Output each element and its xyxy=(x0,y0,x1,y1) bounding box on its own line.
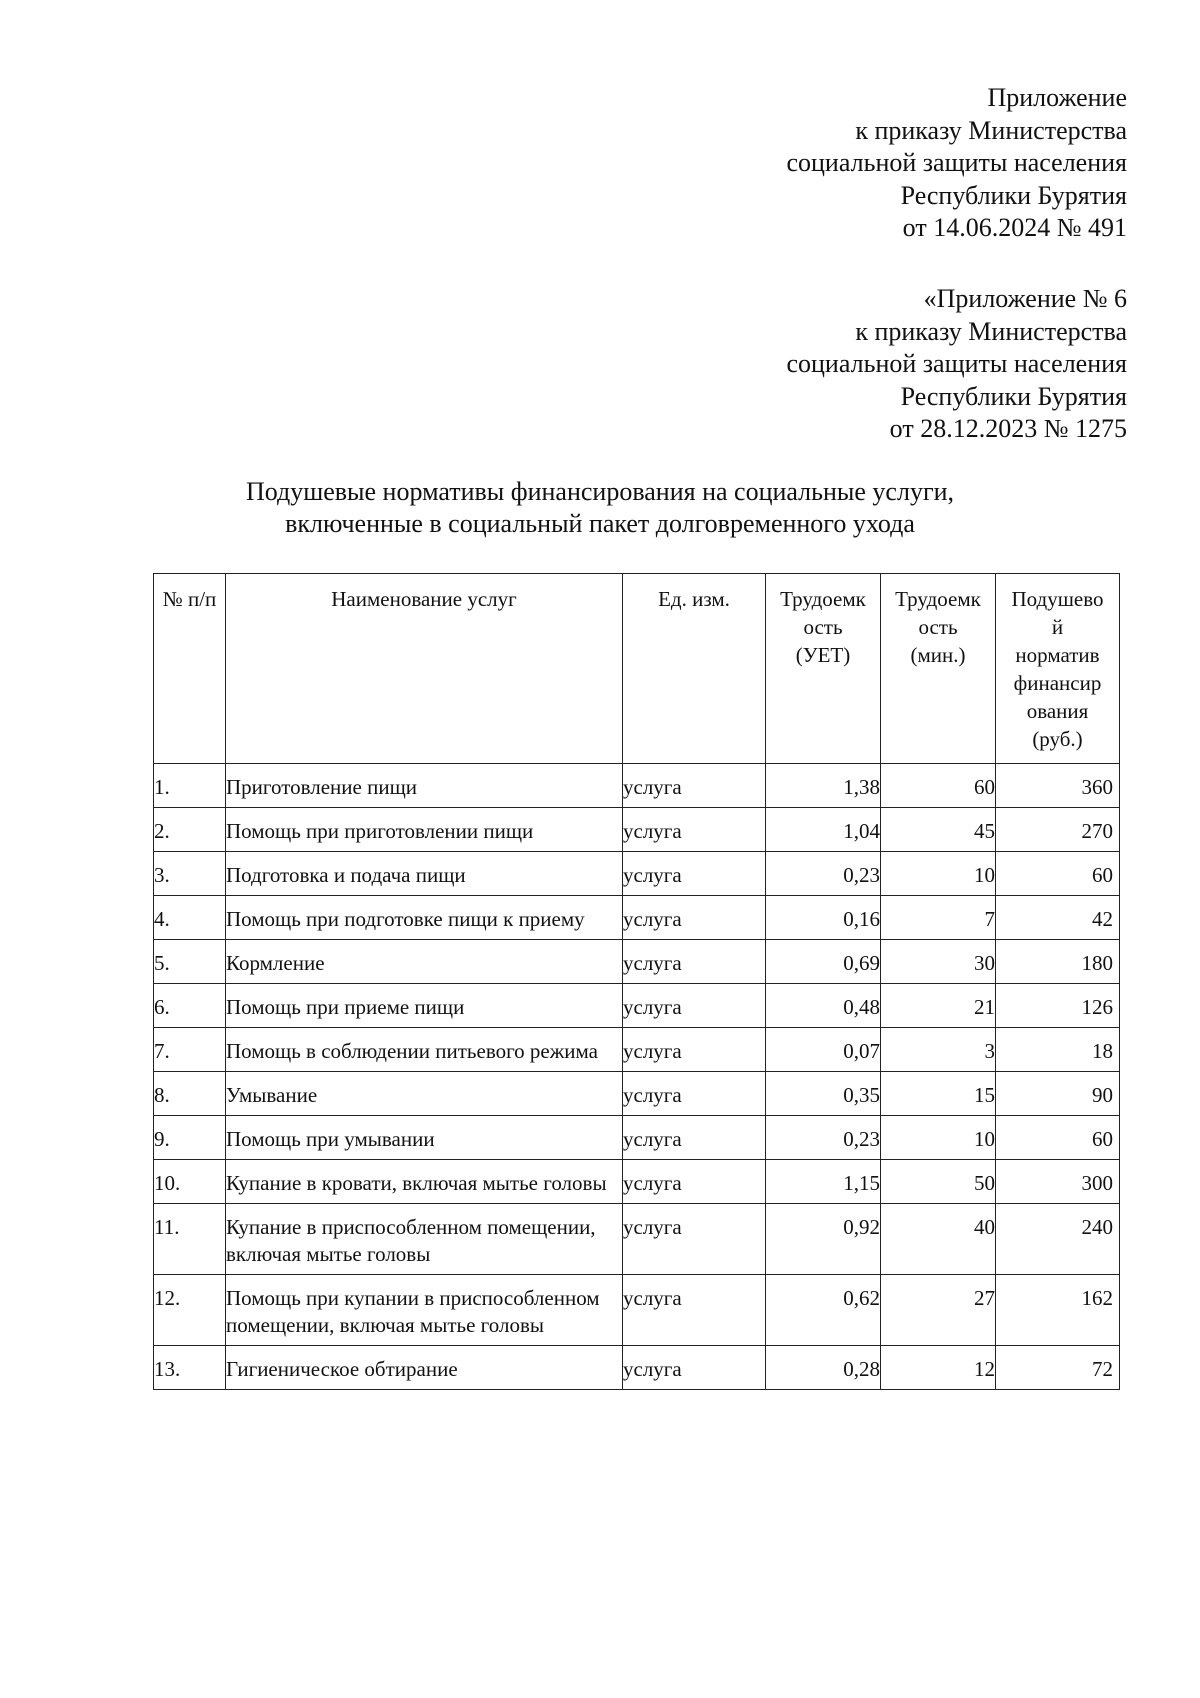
unit-cell: услуга xyxy=(623,1072,766,1116)
header-line: Республики Бурятия xyxy=(900,180,1127,210)
row-number: 7. xyxy=(154,1028,226,1072)
header-line: к приказу Министерства xyxy=(855,316,1127,346)
col-unit-header xyxy=(623,574,766,764)
labor-minutes-cell: 21 xyxy=(881,984,996,1028)
col-labor-minutes-header xyxy=(881,574,996,764)
labor-uet-cell: 0,16 xyxy=(766,896,881,940)
unit-cell: услуга xyxy=(623,896,766,940)
labor-minutes-cell: 10 xyxy=(881,852,996,896)
labor-minutes-cell: 12 xyxy=(881,1346,996,1390)
row-number: 4. xyxy=(154,896,226,940)
labor-uet-cell: 0,35 xyxy=(766,1072,881,1116)
header-line: социальной защиты населения xyxy=(786,349,1127,378)
header-text-line: № п/п xyxy=(162,587,217,611)
table-row xyxy=(154,1072,1120,1116)
table-body xyxy=(154,764,1120,1390)
row-number: 1. xyxy=(154,764,226,808)
table-row xyxy=(154,808,1120,852)
header-text-line: Трудоемк xyxy=(780,587,866,611)
header-line: Приложение xyxy=(987,83,1127,112)
title-line-2: включенные в социальный пакет долговременного ухода xyxy=(285,509,915,538)
table-row xyxy=(154,1204,1120,1275)
unit-cell: услуга xyxy=(623,1160,766,1204)
services-table xyxy=(153,573,1120,1390)
norm-rub-cell: 180 xyxy=(996,940,1120,984)
service-name: Купание в кровати, включая мытье головы xyxy=(226,1160,623,1204)
norm-rub-cell: 360 xyxy=(996,764,1120,808)
row-number: 12. xyxy=(154,1275,226,1346)
unit-cell: услуга xyxy=(623,1028,766,1072)
labor-uet-cell: 0,23 xyxy=(766,1116,881,1160)
header-line: от 28.12.2023 № 1275 xyxy=(889,414,1127,443)
row-number: 13. xyxy=(154,1346,226,1390)
norm-rub-cell: 126 xyxy=(996,984,1120,1028)
header-text-line: (руб.) xyxy=(1032,727,1083,751)
header-text-line: (мин.) xyxy=(910,643,966,667)
labor-uet-cell: 0,07 xyxy=(766,1028,881,1072)
col-labor-uet-header xyxy=(766,574,881,764)
labor-uet-cell: 1,15 xyxy=(766,1160,881,1204)
unit-cell: услуга xyxy=(623,852,766,896)
labor-minutes-cell: 10 xyxy=(881,1116,996,1160)
header-text-line: Наименование услуг xyxy=(331,587,517,611)
labor-minutes-cell: 7 xyxy=(881,896,996,940)
col-per-capita-norm-header xyxy=(996,574,1120,764)
table-row xyxy=(154,896,1120,940)
labor-minutes-cell: 45 xyxy=(881,808,996,852)
labor-minutes-cell: 50 xyxy=(881,1160,996,1204)
header-text-line: финансир xyxy=(1013,671,1102,695)
unit-cell: услуга xyxy=(623,940,766,984)
header-line: Республики Бурятия xyxy=(900,381,1127,411)
service-name: Помощь при подготовке пищи к приему xyxy=(226,896,623,940)
document-title xyxy=(150,476,1050,540)
labor-uet-cell: 1,04 xyxy=(766,808,881,852)
norm-rub-cell: 300 xyxy=(996,1160,1120,1204)
header-line: от 14.06.2024 № 491 xyxy=(902,213,1127,242)
table-row xyxy=(154,1116,1120,1160)
row-number: 10. xyxy=(154,1160,226,1204)
norm-rub-cell: 72 xyxy=(996,1346,1120,1390)
service-name: Приготовление пищи xyxy=(226,764,623,808)
labor-uet-cell: 0,48 xyxy=(766,984,881,1028)
labor-minutes-cell: 30 xyxy=(881,940,996,984)
col-number-header xyxy=(154,574,226,764)
service-name: Помощь при умывании xyxy=(226,1116,623,1160)
table-row xyxy=(154,1160,1120,1204)
labor-minutes-cell: 3 xyxy=(881,1028,996,1072)
table-row xyxy=(154,764,1120,808)
row-number: 3. xyxy=(154,852,226,896)
service-name: Помощь при приеме пищи xyxy=(226,984,623,1028)
table-row xyxy=(154,984,1120,1028)
header-text-line: ования xyxy=(1026,699,1089,723)
unit-cell: услуга xyxy=(623,1346,766,1390)
labor-uet-cell: 0,92 xyxy=(766,1204,881,1275)
title-line-1: Подушевые нормативы финансирования на социальные услуги, xyxy=(245,477,955,506)
appendix-header xyxy=(527,82,1127,245)
unit-cell: услуга xyxy=(623,1204,766,1275)
service-name: Помощь в соблюдении питьевого режима xyxy=(226,1028,623,1072)
unit-cell: услуга xyxy=(623,808,766,852)
norm-rub-cell: 18 xyxy=(996,1028,1120,1072)
service-name: Подготовка и подача пищи xyxy=(226,852,623,896)
header-text-line: Подушево xyxy=(1011,587,1104,611)
labor-uet-cell: 0,62 xyxy=(766,1275,881,1346)
norm-rub-cell: 60 xyxy=(996,852,1120,896)
unit-cell: услуга xyxy=(623,984,766,1028)
table-header-row xyxy=(154,574,1120,764)
unit-cell: услуга xyxy=(623,1275,766,1346)
row-number: 8. xyxy=(154,1072,226,1116)
norm-rub-cell: 90 xyxy=(996,1072,1120,1116)
header-text-line: Трудоемк xyxy=(895,587,981,611)
table-row xyxy=(154,1028,1120,1072)
labor-uet-cell: 0,28 xyxy=(766,1346,881,1390)
row-number: 2. xyxy=(154,808,226,852)
norm-rub-cell: 162 xyxy=(996,1275,1120,1346)
table-row xyxy=(154,852,1120,896)
labor-minutes-cell: 60 xyxy=(881,764,996,808)
header-line: к приказу Министерства xyxy=(855,115,1127,145)
table-row xyxy=(154,1346,1120,1390)
norm-rub-cell: 42 xyxy=(996,896,1120,940)
service-name: Помощь при приготовлении пищи xyxy=(226,808,623,852)
header-line: «Приложение № 6 xyxy=(923,284,1127,313)
row-number: 5. xyxy=(154,940,226,984)
header-text-line: Ед. изм. xyxy=(658,587,730,611)
labor-minutes-cell: 27 xyxy=(881,1275,996,1346)
table-row xyxy=(154,1275,1120,1346)
norm-rub-cell: 60 xyxy=(996,1116,1120,1160)
row-number: 9. xyxy=(154,1116,226,1160)
labor-uet-cell: 0,69 xyxy=(766,940,881,984)
labor-uet-cell: 1,38 xyxy=(766,764,881,808)
table-row xyxy=(154,940,1120,984)
header-text-line: ость xyxy=(918,615,958,639)
labor-minutes-cell: 15 xyxy=(881,1072,996,1116)
header-text-line: ость xyxy=(803,615,843,639)
service-name: Гигиеническое обтирание xyxy=(226,1346,623,1390)
appendix-6-header xyxy=(527,283,1127,446)
row-number: 11. xyxy=(154,1204,226,1275)
norm-rub-cell: 240 xyxy=(996,1204,1120,1275)
row-number: 6. xyxy=(154,984,226,1028)
header-line: социальной защиты населения xyxy=(786,148,1127,177)
norm-rub-cell: 270 xyxy=(996,808,1120,852)
service-name: Купание в приспособленном помещении, включая мытье головы xyxy=(226,1204,623,1275)
header-text-line: й xyxy=(1051,615,1064,639)
col-service-name-header xyxy=(226,574,623,764)
header-text-line: (УЕТ) xyxy=(795,643,851,667)
unit-cell: услуга xyxy=(623,764,766,808)
unit-cell: услуга xyxy=(623,1116,766,1160)
service-name: Кормление xyxy=(226,940,623,984)
service-name: Помощь при купании в приспособленном помещении, включая мытье головы xyxy=(226,1275,623,1346)
service-name: Умывание xyxy=(226,1072,623,1116)
header-text-line: норматив xyxy=(1015,643,1100,667)
labor-minutes-cell: 40 xyxy=(881,1204,996,1275)
labor-uet-cell: 0,23 xyxy=(766,852,881,896)
